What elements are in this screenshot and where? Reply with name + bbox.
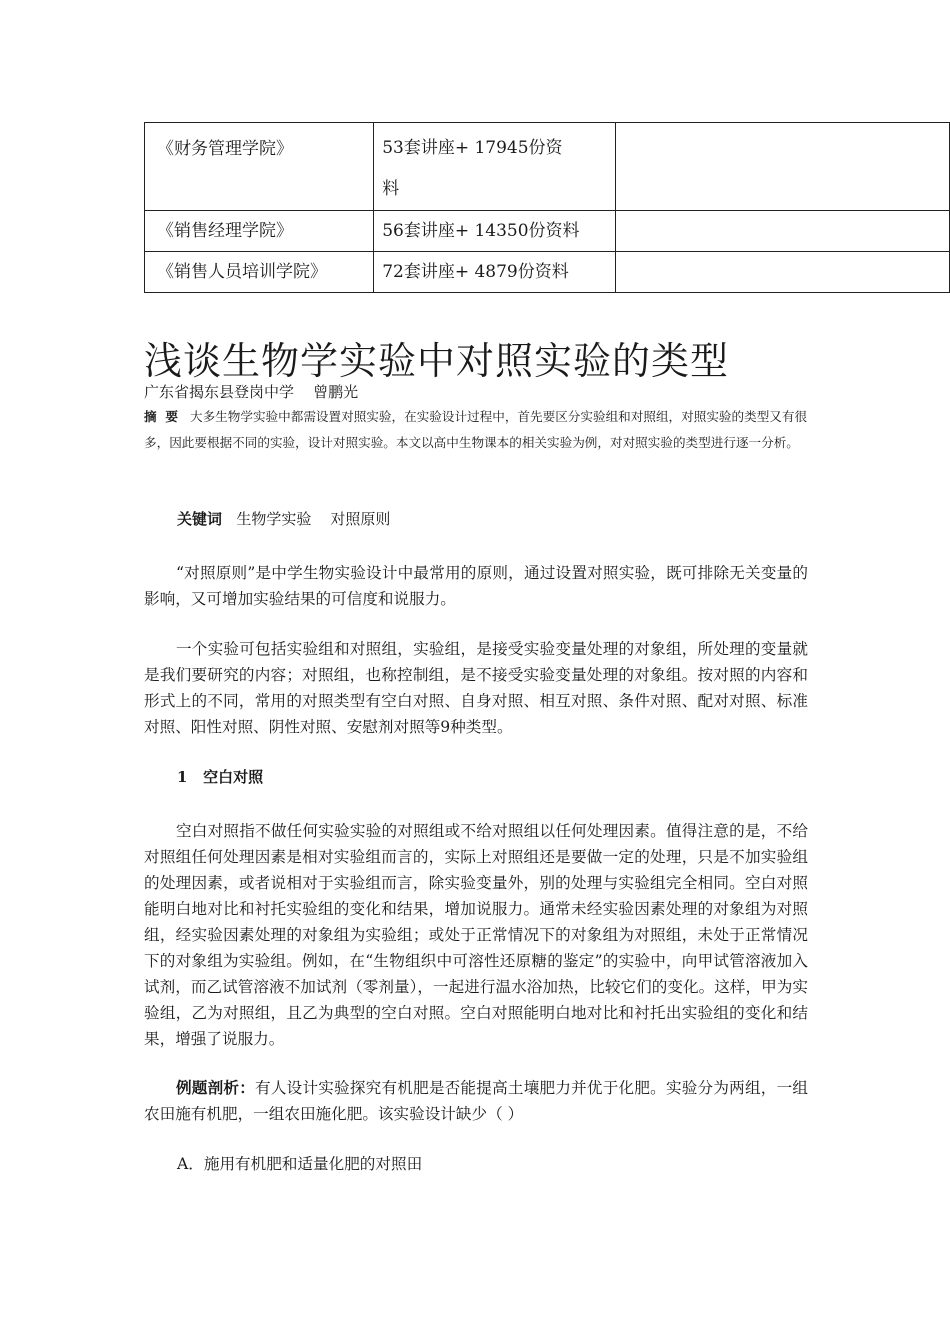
example-text: 有人设计实验探究有机肥是否能提高土壤肥力并优于化肥。实验分为两组，一组农田施有机肥，一组农田施化肥。该实验设计缺少（ ）: [144, 1079, 808, 1123]
abstract-text: 大多生物学实验中都需设置对照实验，在实验设计过程中，首先要区分实验组和对照组，对照实验的类型又有很多，因此要根据不同的实验，设计对照实验。本文以高中生物课本的相关实验为例，对对照实验的类型进行逐一分析。: [144, 409, 808, 450]
table-cell-empty: [616, 211, 950, 252]
example-label: 例题剖析：: [176, 1078, 256, 1097]
table-row: [145, 123, 950, 211]
table-row: [145, 252, 950, 293]
table-cell-content-line2: 料: [382, 179, 400, 199]
author-line: 广东省揭东县登岗中学 曾鹏光: [144, 383, 359, 401]
table-cell-name: 《财务管理学院》: [145, 123, 374, 211]
table-cell-content: [374, 123, 616, 211]
abstract: [144, 404, 808, 456]
abstract-label: 摘 要: [144, 409, 178, 424]
keywords: [177, 508, 390, 529]
table-row: [145, 211, 950, 252]
keywords-label: 关键词: [177, 510, 223, 528]
option-a: A．施用有机肥和适量化肥的对照田: [177, 1155, 423, 1173]
resource-table: [144, 122, 950, 293]
table-cell-content-line1: 53套讲座+ 17945份资: [382, 138, 563, 158]
article-title: 浅谈生物学实验中对照实验的类型: [144, 339, 730, 383]
table-cell-name: 《销售经理学院》: [145, 211, 374, 252]
paragraph-types: 一个实验可包括实验组和对照组，实验组，是接受实验变量处理的对象组，所处理的变量就是我们要研究的内容；对照组，也称控制组，是不接受实验变量处理的对象组。按对照的内容和形式上的不同，常用的对照类型有空白对照、自身对照、相互对照、条件对照、配对对照、标准对照、阳性对照、阴性对照、安慰剂对照等9种类型。: [144, 640, 808, 736]
table-cell-empty: [616, 123, 950, 211]
table-cell-content: 56套讲座+ 14350份资料: [374, 211, 616, 252]
paragraph-intro: “对照原则”是中学生物实验设计中最常用的原则，通过设置对照实验，既可排除无关变量的影响，又可增加实验结果的可信度和说服力。: [144, 564, 808, 608]
section-heading: 1 空白对照: [177, 768, 264, 786]
table-cell-empty: [616, 252, 950, 293]
keywords-text: 生物学实验 对照原则: [236, 510, 391, 528]
table-cell-content: 72套讲座+ 4879份资料: [374, 252, 616, 293]
paragraph-blank-control: 空白对照指不做任何实验实验的对照组或不给对照组以任何处理因素。值得注意的是，不给对照组任何处理因素是相对实验组而言的，实际上对照组还是要做一定的处理，只是不加实验组的处理因素，或者说相对于实验组而言，除实验变量外，别的处理与实验组完全相同。空白对照能明白地对比和衬托实验组的变化和结果，增加说服力。通常未经实验因素处理的对象组为对照组，经实验因素处理的对象组为实验组；或处于正常情况下的对象组为对照组，未处于正常情况下的对象组为实验组。例如，在“生物组织中可溶性还原糖的鉴定”的实验中，向甲试管溶液加入试剂，而乙试管溶液不加试剂（零剂量），一起进行温水浴加热，比较它们的变化。这样，甲为实验组，乙为对照组，且乙为典型的空白对照。空白对照能明白地对比和衬托出实验组的变化和结果，增强了说服力。: [144, 822, 808, 1048]
example-question: [144, 1075, 808, 1127]
table-cell-name: 《销售人员培训学院》: [145, 252, 374, 293]
